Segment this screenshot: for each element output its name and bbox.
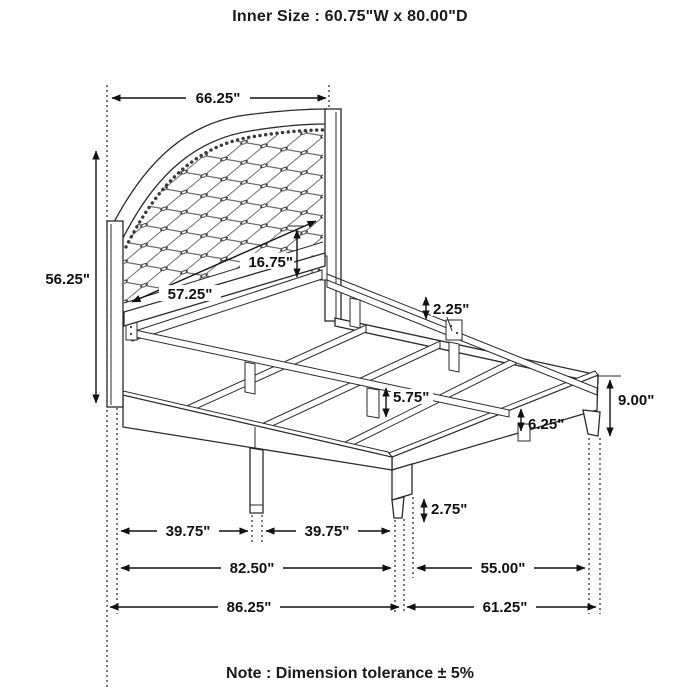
- foot-front-leg: [392, 497, 404, 518]
- dim-support-rail-offset-label: 2.25": [433, 301, 470, 318]
- dim-overall-width-label: 61.25": [482, 599, 528, 616]
- dim-depth-rear-half-label: 39.75": [304, 523, 350, 540]
- inner-size-title: Inner Size : 60.75"W x 80.00"D: [232, 8, 468, 25]
- dim-headboard-height-label: 56.25": [45, 271, 90, 288]
- footboard-rail: [389, 371, 598, 470]
- dim-depth-front-half: [121, 522, 248, 540]
- dim-depth-rear-half: [266, 522, 390, 540]
- foot-back-leg: [583, 410, 600, 436]
- dim-overall-depth: [110, 598, 399, 616]
- dim-corner-leg-height-label: 2.75": [431, 501, 468, 518]
- tolerance-note: Note : Dimension tolerance ± 5%: [226, 665, 474, 682]
- dim-rail-depth-label: 82.50": [229, 560, 275, 577]
- dim-corner-leg-height: [424, 499, 467, 522]
- dim-foot-inner-width-label: 55.00": [480, 560, 526, 577]
- dim-frame-total-height-label: 9.00": [618, 392, 655, 409]
- dim-overall-width: [407, 598, 596, 616]
- dim-headboard-width-label: 66.25": [195, 90, 241, 107]
- front-center-leg: [250, 448, 263, 513]
- dim-foot-inner-width: [417, 559, 585, 577]
- dim-overall-depth-label: 86.25": [226, 599, 272, 616]
- headboard: [100, 100, 350, 407]
- foot-front-corner-post: [392, 464, 412, 500]
- dim-headboard-height: [45, 151, 96, 403]
- dim-headboard-width: [112, 89, 326, 107]
- dim-center-leg-height-label: 5.75": [393, 389, 430, 406]
- dim-side-rail-height-label: 6.25": [528, 416, 565, 433]
- dim-frame-total-height: [595, 376, 654, 436]
- headboard-left-post: [107, 221, 123, 407]
- dim-panel-to-rail-label: 16.75": [248, 254, 293, 271]
- dim-depth-front-half-label: 39.75": [165, 523, 211, 540]
- dim-headboard-inner-width-label: 57.25": [167, 286, 213, 303]
- dim-rail-depth: [121, 559, 391, 577]
